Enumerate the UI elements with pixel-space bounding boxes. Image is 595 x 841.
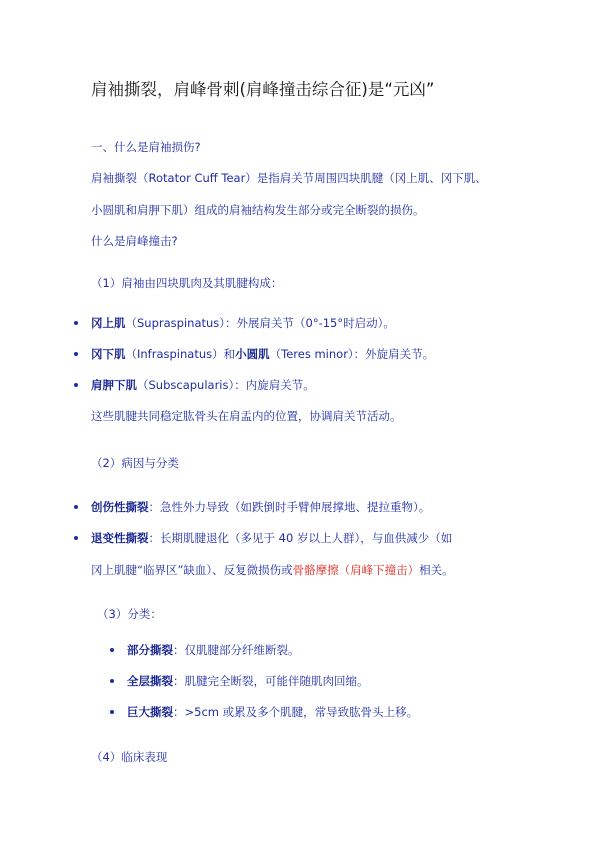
list-item-degenerative (91, 530, 452, 546)
term-description: ：>5cm 或累及多个肌腱，常导致肱骨头上移。 (173, 705, 419, 719)
list-item-full (127, 673, 369, 689)
term-bold: 肩胛下肌 (91, 378, 137, 392)
section-heading-anatomy: （1）肩袖由四块肌肉及其肌腱构成： (91, 276, 283, 290)
bullet-dot (110, 679, 114, 683)
term-description: （Supraspinatus）：外展肩关节（0°-15°时启动）。 (125, 316, 395, 330)
bullet-dot (74, 321, 78, 325)
page-title: 肩袖撕裂，肩峰骨刺(肩峰撞击综合征)是“元凶” (91, 80, 435, 99)
term-end: 相关。 (419, 563, 454, 577)
term-bold: 退变性撕裂 (91, 531, 149, 545)
question-impingement: 什么是肩峰撞击? (91, 234, 178, 248)
term-description: ：肌腱完全断裂，可能伴随肌肉回缩。 (173, 674, 369, 688)
section-heading-cause: （2）病因与分类 (91, 456, 179, 470)
term-description: ：长期肌腱退化（多见于 40 岁以上人群），与血供减少（如 (148, 531, 453, 545)
section-heading-what-is: 一、什么是肩袖损伤? (91, 140, 201, 154)
list-item-partial (127, 642, 300, 658)
highlighted-text: 骨骼摩擦（肩峰下撞击） (292, 563, 420, 577)
list-item-infraspinatus (91, 346, 434, 362)
bullet-dot (74, 383, 78, 387)
term-description: （Infraspinatus）和 (125, 347, 236, 361)
paragraph-definition-2: 小圆肌和肩胛下肌）组成的肩袖结构发生部分或完全断裂的损伤。 (91, 203, 425, 217)
term-description-2: （Teres minor）：外旋肩关节。 (269, 347, 435, 361)
term-bold: 全层撕裂 (127, 674, 173, 688)
bullet-dot (74, 505, 78, 509)
bullet-dot (110, 710, 114, 714)
term-bold: 冈下肌 (91, 347, 126, 361)
term-bold-2: 小圆肌 (235, 347, 270, 361)
paragraph-definition-1: 肩袖撕裂（Rotator Cuff Tear）是指肩关节周围四块肌腱（冈上肌、冈下肌、 (91, 171, 487, 185)
anatomy-summary: 这些肌腱共同稳定肱骨头在肩盂内的位置，协调肩关节活动。 (91, 409, 402, 423)
list-item-massive (127, 704, 418, 720)
term-description: ：仅肌腱部分纤维断裂。 (173, 643, 300, 657)
section-heading-clinical: （4）临床表现 (91, 750, 168, 764)
term-bold: 巨大撕裂 (127, 705, 173, 719)
list-item-traumatic (91, 499, 430, 515)
term-continuation: 冈上肌腱“临界区”缺血）、反复微损伤或 (91, 563, 293, 577)
list-item-degenerative-cont (91, 562, 454, 578)
term-description: ：急性外力导致（如跌倒时手臂伸展撑地、提拉重物）。 (148, 500, 431, 514)
section-heading-classification: （3）分类： (97, 607, 162, 621)
term-bold: 创伤性撕裂 (91, 500, 149, 514)
bullet-dot (110, 648, 114, 652)
list-item-supraspinatus (91, 315, 395, 331)
term-bold: 冈上肌 (91, 316, 126, 330)
term-description: （Subscapularis）：内旋肩关节。 (137, 378, 315, 392)
list-item-subscapularis (91, 377, 315, 393)
term-bold: 部分撕裂 (127, 643, 173, 657)
bullet-dot (74, 536, 78, 540)
bullet-dot (74, 352, 78, 356)
